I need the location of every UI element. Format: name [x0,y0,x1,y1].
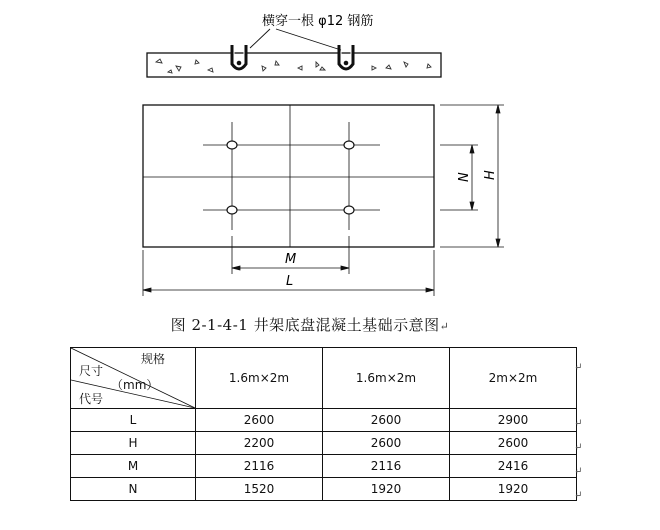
section-view [147,13,441,77]
column-header: 1.6m×2m [196,348,323,409]
row-code: H [71,432,196,455]
size-label: 尺寸 [79,364,104,378]
spec-table [70,347,577,501]
diagonal-header-cell [71,348,196,409]
row-end-mark: ↵ [574,490,583,501]
spec-label: 规格 [141,352,166,366]
dim-m-label: M [285,252,297,267]
table-cell: 1920 [450,478,577,501]
row-code: N [71,478,196,501]
table-row [71,432,577,455]
table-cell: 2600 [196,409,323,432]
caption-text: 图 2-1-4-1 井架底盘混凝土基础示意图 [170,316,440,334]
table-header-row [71,348,577,409]
table-cell: 2600 [323,409,450,432]
bolt-hole [344,206,354,214]
table-row [71,478,577,501]
row-end-mark: ↵ [574,442,583,453]
table-row [71,455,577,478]
figure-caption [0,314,620,335]
table-cell: 2416 [450,455,577,478]
table-cell: 2116 [196,455,323,478]
code-label: 代号 [79,392,104,406]
bolt-hole [227,141,237,149]
paragraph-mark: ↵ [439,320,450,333]
table-cell: 2600 [323,432,450,455]
column-header: 1.6m×2m [323,348,450,409]
row-end-mark: ↵ [574,466,583,477]
row-end-mark: ↵ [574,418,583,429]
table-row [71,409,577,432]
table-cell: 2900 [450,409,577,432]
table-cell: 2200 [196,432,323,455]
table-cell: 2116 [323,455,450,478]
unit-label: （mm） [111,378,159,392]
dim-l-label: L [286,274,294,289]
row-code: L [71,409,196,432]
row-end-mark: ↵ [574,362,583,373]
column-header: 2m×2m [450,348,577,409]
plan-view [143,105,434,247]
table-cell: 1520 [196,478,323,501]
bolt-hole [344,141,354,149]
dim-n-label: N [457,172,472,182]
row-code: M [71,455,196,478]
table-cell: 1920 [323,478,450,501]
dim-h-label: H [483,170,498,180]
table-cell: 2600 [450,432,577,455]
bolt-hole [227,206,237,214]
rebar-note: 横穿一根 φ12 钢筋 [262,14,374,29]
